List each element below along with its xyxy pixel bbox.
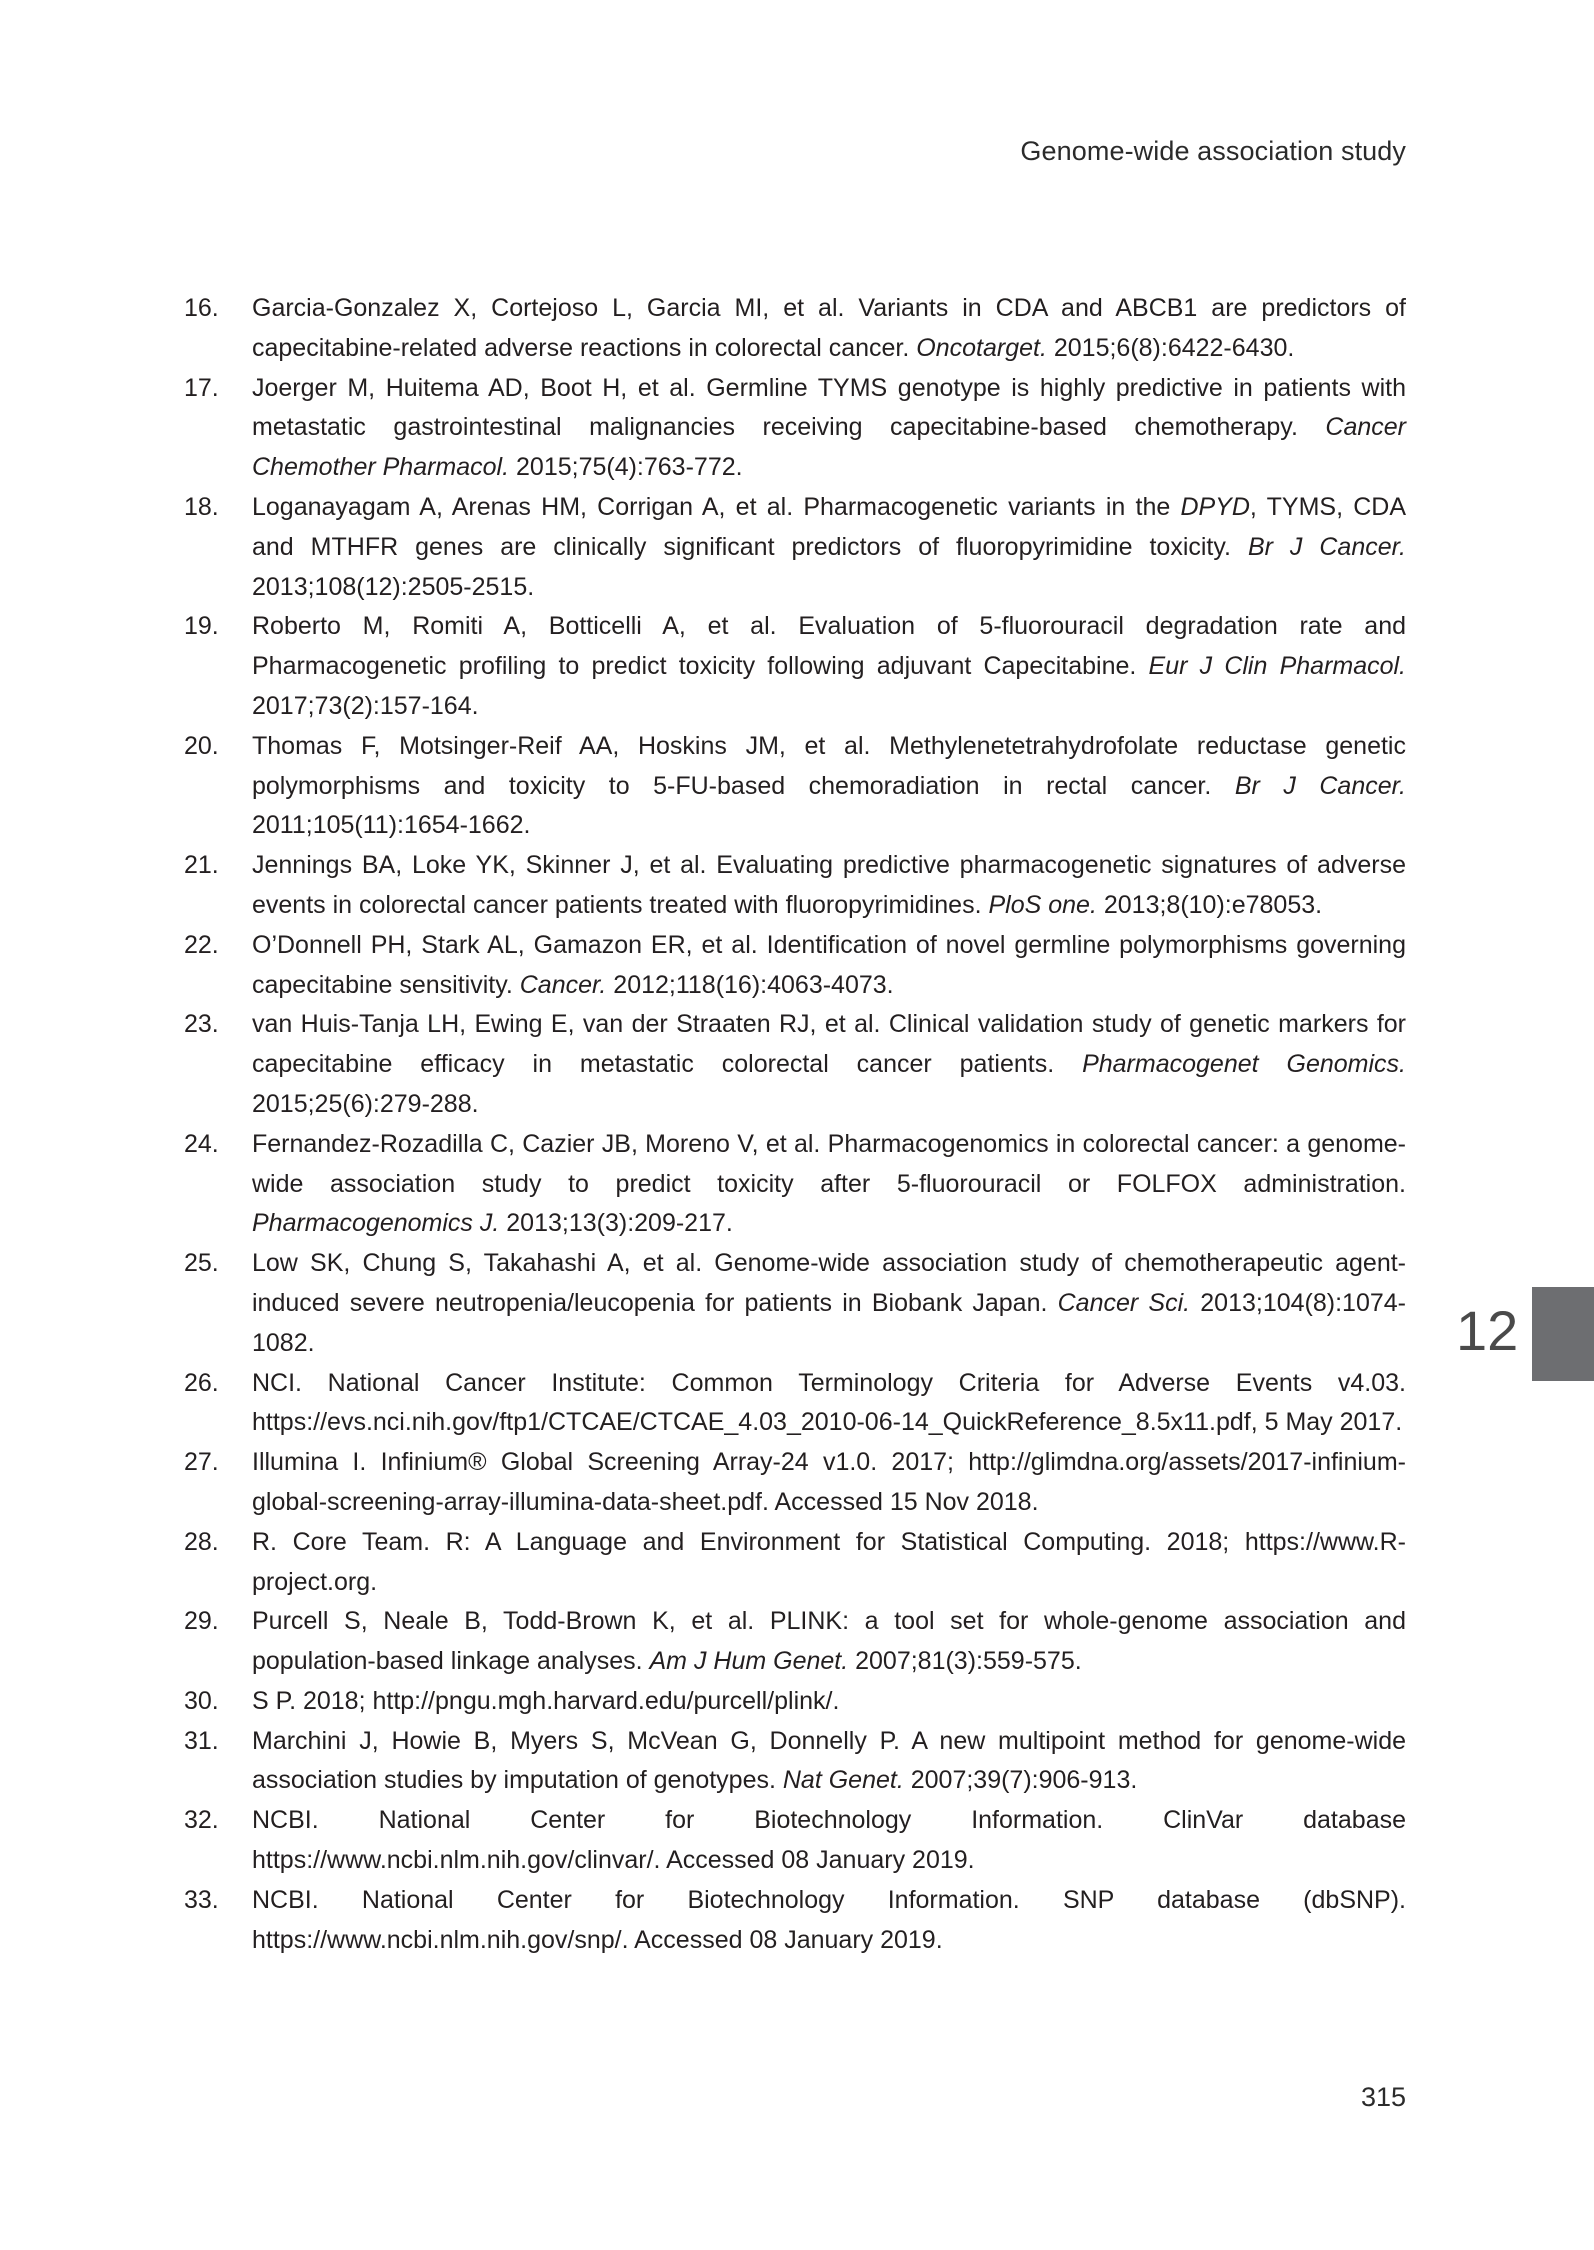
reference-text: Low SK, Chung S, Takahashi A, et al. Genome-wide association study of chemotherapeutic agent-induced severe neutropenia/leucopenia for patients in Biobank Japan. Cancer Sci. 2013;104(8):1074-1082. (252, 1249, 1406, 1357)
reference-item (184, 1722, 1406, 1802)
reference-item (184, 1125, 1406, 1244)
reference-item (184, 1443, 1406, 1523)
reference-number: 21. (184, 851, 219, 880)
reference-number: 27. (184, 1448, 219, 1477)
reference-item (184, 727, 1406, 846)
reference-item (184, 926, 1406, 1006)
reference-text: Jennings BA, Loke YK, Skinner J, et al. Evaluating predictive pharmacogenetic signatures of adverse events in colorectal cancer patients treated with fluoropyrimidines. PloS one. 2013;8(10):e78053. (252, 851, 1406, 919)
reference-number: 32. (184, 1806, 219, 1835)
reference-item (184, 1244, 1406, 1363)
running-head: Genome-wide association study (1020, 136, 1406, 166)
reference-text: Roberto M, Romiti A, Botticelli A, et al. Evaluation of 5-fluorouracil degradation rate and Pharmacogenetic profiling to predict toxicity following adjuvant Capecitabine. Eur J Clin Pharmacol. 2017;73(2):157-164. (252, 612, 1407, 720)
reference-item (184, 1682, 1406, 1722)
reference-list (184, 289, 1406, 1960)
reference-number: 31. (184, 1726, 219, 1755)
reference-item (184, 488, 1406, 607)
reference-text: R. Core Team. R: A Language and Environment for Statistical Computing. 2018; https://www.R-project.org. (252, 1527, 1406, 1596)
reference-number: 26. (184, 1368, 219, 1397)
reference-text: Fernandez-Rozadilla C, Cazier JB, Moreno V, et al. Pharmacogenomics in colorectal cancer: a genome-wide association study to predict toxicity after 5-fluorouracil or FOLFOX administration. Pharmacogenomics J. 2013;13(3):209-217. (252, 1129, 1406, 1238)
reference-text: O’Donnell PH, Stark AL, Gamazon ER, et al. Identification of novel germline polymorphisms governing capecitabine sensitivity. Cancer. 2012;118(16):4063-4073. (252, 930, 1406, 999)
reference-text: NCBI. National Center for Biotechnology Information. ClinVar database https://www.ncbi.nlm.nih.gov/clinvar/. Accessed 08 January 2019. (252, 1806, 1406, 1875)
reference-text: van Huis-Tanja LH, Ewing E, van der Straaten RJ, et al. Clinical validation study of genetic markers for capecitabine efficacy in metastatic colorectal cancer patients. Pharmacogenet Genomics. 2015;25(6):279-288. (252, 1010, 1406, 1118)
reference-number: 29. (184, 1607, 219, 1636)
reference-number: 18. (184, 492, 219, 521)
reference-text: Garcia-Gonzalez X, Cortejoso L, Garcia MI, et al. Variants in CDA and ABCB1 are predictors of capecitabine-related adverse reactions in colorectal cancer. Oncotarget. 2015;6(8):6422-6430. (252, 294, 1406, 362)
reference-number: 17. (184, 373, 219, 402)
reference-number: 24. (184, 1129, 219, 1158)
reference-text: Thomas F, Motsinger-Reif AA, Hoskins JM, et al. Methylenetetrahydrofolate reductase genetic polymorphisms and toxicity to 5-FU-based chemoradiation in rectal cancer. Br J Cancer. 2011;105(11):1654-1662. (252, 731, 1406, 840)
reference-number: 23. (184, 1010, 219, 1039)
reference-text: Loganayagam A, Arenas HM, Corrigan A, et al. Pharmacogenetic variants in the DPYD, TYMS, CDA and MTHFR genes are clinically significant predictors of fluoropyrimidine toxicity. Br J Cancer. 2013;108(12):2505-2515. (252, 492, 1406, 601)
reference-number: 22. (184, 930, 219, 959)
reference-item (184, 846, 1406, 926)
reference-item (184, 289, 1406, 369)
reference-item (184, 369, 1406, 488)
reference-text: NCI. National Cancer Institute: Common Terminology Criteria for Adverse Events v4.03. https://evs.nci.nih.gov/ftp1/CTCAE/CTCAE_4.03_2010-06-14_QuickReference_8.5x11.pdf, 5 May 2017. (252, 1368, 1406, 1437)
reference-item (184, 1005, 1406, 1124)
reference-number: 28. (184, 1527, 219, 1556)
reference-text: Purcell S, Neale B, Todd-Brown K, et al. PLINK: a tool set for whole-genome association and population-based linkage analyses. Am J Hum Genet. 2007;81(3):559-575. (252, 1607, 1406, 1676)
chapter-thumb-tab (1532, 1287, 1594, 1381)
reference-number: 25. (184, 1249, 219, 1278)
reference-item (184, 1523, 1406, 1603)
reference-text: NCBI. National Center for Biotechnology Information. SNP database (dbSNP). https://www.ncbi.nlm.nih.gov/snp/. Accessed 08 January 2019. (252, 1885, 1406, 1954)
reference-text: Illumina I. Infinium® Global Screening Array-24 v1.0. 2017; http://glimdna.org/assets/2017-infinium-global-screening-array-illumina-data-sheet.pdf. Accessed 15 Nov 2018. (252, 1448, 1406, 1516)
reference-item (184, 607, 1406, 726)
reference-item (184, 1602, 1406, 1682)
reference-item (184, 1881, 1406, 1961)
reference-number: 33. (184, 1885, 219, 1914)
reference-item (184, 1364, 1406, 1444)
reference-number: 30. (184, 1686, 219, 1715)
chapter-number: 12 (1456, 1299, 1519, 1362)
reference-number: 20. (184, 731, 219, 760)
reference-number: 16. (184, 294, 219, 322)
page-number: 315 (1360, 2082, 1406, 2112)
reference-text: Joerger M, Huitema AD, Boot H, et al. Germline TYMS genotype is highly predictive in patients with metastatic gastrointestinal malignancies receiving capecitabine-based chemotherapy. Cancer Chemother Pharmacol. 2015;75(4):763-772. (252, 373, 1406, 482)
reference-text: Marchini J, Howie B, Myers S, McVean G, Donnelly P. A new multipoint method for genome-wide association studies by imputation of genotypes. Nat Genet. 2007;39(7):906-913. (252, 1726, 1406, 1795)
reference-item (184, 1801, 1406, 1881)
reference-text: S P. 2018; http://pngu.mgh.harvard.edu/purcell/plink/. (252, 1686, 840, 1715)
reference-number: 19. (184, 612, 219, 641)
